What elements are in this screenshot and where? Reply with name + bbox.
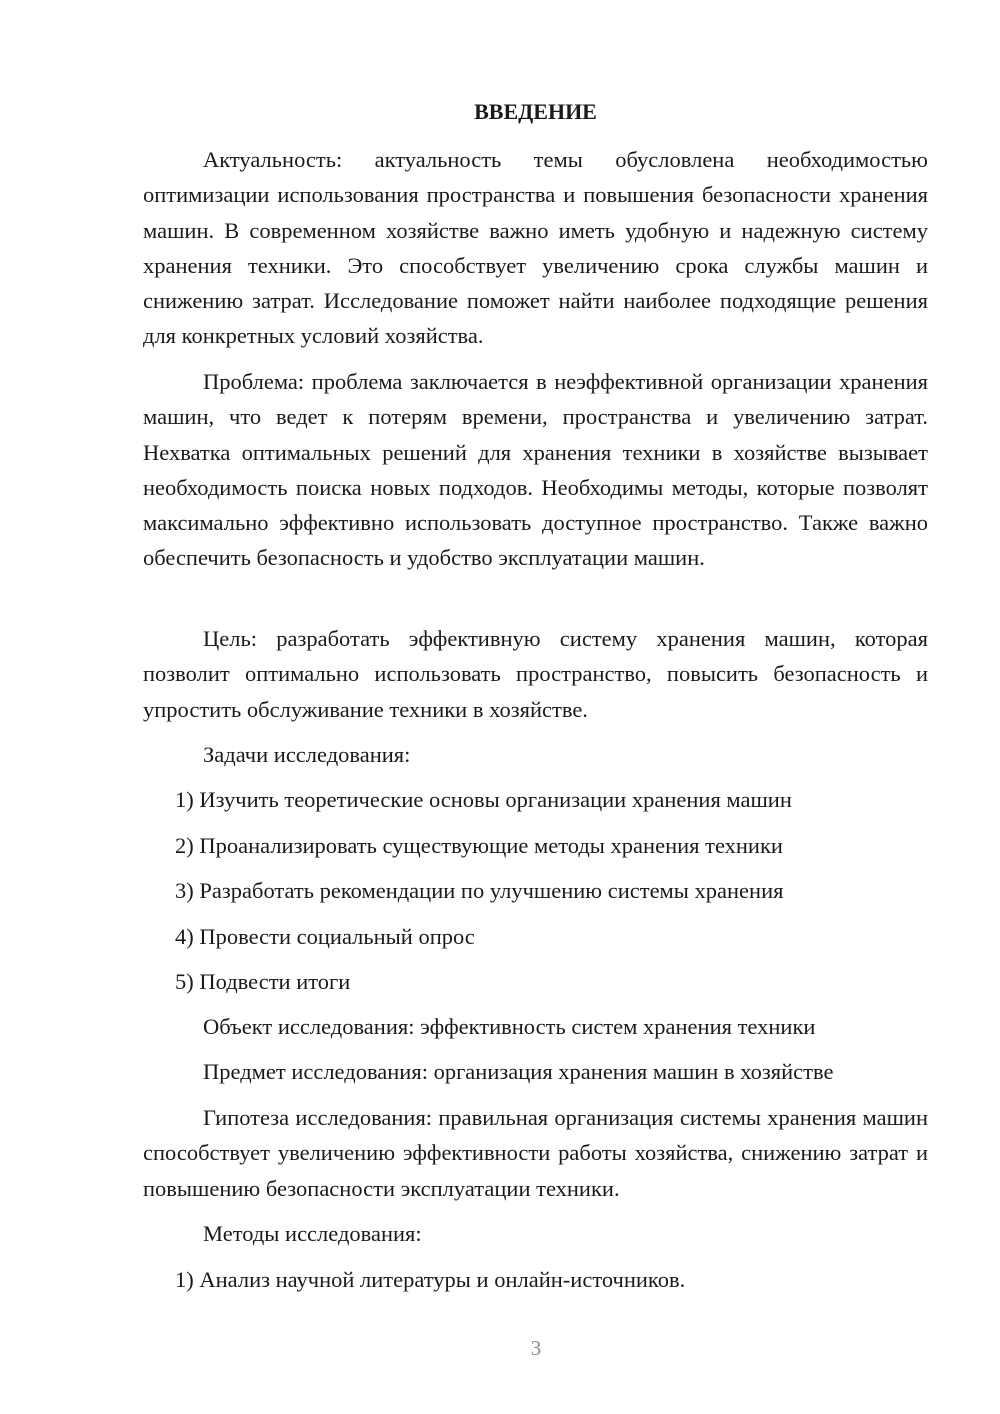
task-item-3: 3) Разработать рекомендации по улучшению системы хранения <box>175 878 784 903</box>
tasks-heading: Задачи исследования: <box>203 742 411 767</box>
page-number: 3 <box>530 1336 542 1360</box>
relevance-paragraph: Актуальность: актуальность темы обусловлена необходимостью оптимизации использования пространства и повышения безопасности хранения машин. В современном хозяйстве важно иметь удобную и надежную систему хранения техники. Это способствует увеличению срока службы машин и снижению затрат. Исследование поможет найти наиболее подходящие решения для конкретных условий хозяйства. <box>143 147 928 349</box>
subject-paragraph: Предмет исследования: организация хранения машин в хозяйстве <box>203 1059 834 1084</box>
page-title: ВВЕДЕНИЕ <box>474 99 597 124</box>
task-item-4: 4) Провести социальный опрос <box>175 924 475 949</box>
problem-paragraph: Проблема: проблема заключается в неэффективной организации хранения машин, что ведет к потерям времени, пространства и увеличению затрат. Нехватка оптимальных решений для хранения техники в хозяйстве вызывает необходимость поиска новых подходов. Необходимы методы, которые позволят максимально эффективно использовать доступное пространство. Также важно обеспечить безопасность и удобство эксплуатации машин. <box>143 369 928 571</box>
task-item-1: 1) Изучить теоретические основы организации хранения машин <box>175 787 792 812</box>
object-paragraph: Объект исследования: эффективность систем хранения техники <box>203 1014 816 1039</box>
task-item-5: 5) Подвести итоги <box>175 969 351 994</box>
method-item-1: 1) Анализ научной литературы и онлайн-источников. <box>175 1267 686 1292</box>
task-item-2: 2) Проанализировать существующие методы хранения техники <box>175 833 783 858</box>
goal-paragraph: Цель: разработать эффективную систему хранения машин, которая позволит оптимально использовать пространство, повысить безопасность и упростить обслуживание техники в хозяйстве. <box>143 626 928 722</box>
methods-heading: Методы исследования: <box>203 1221 422 1246</box>
hypothesis-paragraph: Гипотеза исследования: правильная организация системы хранения машин способствует увеличению эффективности работы хозяйства, снижению затрат и повышению безопасности эксплуатации техники. <box>143 1105 928 1201</box>
